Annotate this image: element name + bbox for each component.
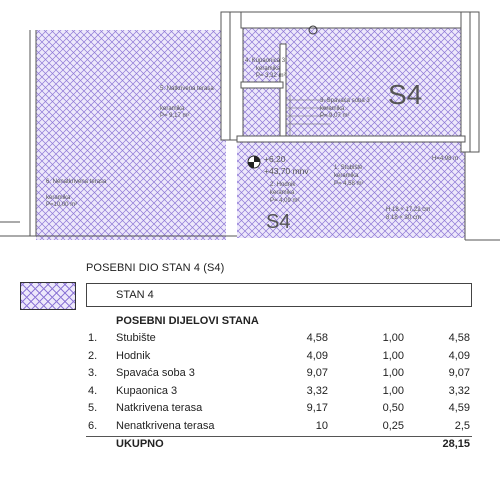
room-label-terrace-open: 6. Nenatkrivena terasa	[46, 179, 107, 185]
table-row: 5. Natkrivena terasa 9,17 0,50 4,59	[88, 402, 470, 414]
table-row: 2. Hodnik 4,09 1,00 4,09	[88, 350, 470, 362]
svg-text:P=10,00 m²: P=10,00 m²	[46, 202, 78, 208]
bedroom-area	[283, 28, 466, 136]
total-row: UKUPNO 28,15	[116, 438, 470, 450]
table-row: 4. Kupaonica 3 3,32 1,00 3,32	[88, 385, 470, 397]
room-label-bedroom: 3. Spavaća soba 3	[320, 98, 370, 104]
room-label-hall: 2. Hodnik	[270, 182, 296, 188]
svg-text:P= 3,32 m²: P= 3,32 m²	[256, 73, 286, 79]
svg-text:keramika: keramika	[160, 106, 185, 112]
height-note: H=4,98 m	[432, 156, 459, 162]
svg-text:P= 4,58 m²: P= 4,58 m²	[334, 181, 364, 187]
stair-note-1: H 18 × 17,22 cm	[386, 207, 431, 213]
room-label-stairs: 1. Stubište	[334, 165, 363, 171]
svg-text:P= 9,07 m²: P= 9,07 m²	[320, 113, 350, 119]
svg-text:keramika: keramika	[270, 190, 295, 196]
level-altitude: +43,70 mnv	[264, 166, 309, 176]
table-row: 1. Stubište 4,58 1,00 4,58	[88, 332, 470, 344]
level-value: +6,20	[264, 154, 286, 164]
svg-text:P= 9,17 m²: P= 9,17 m²	[160, 113, 190, 119]
room-label-bathroom: 4. Kupaonica 3	[245, 58, 286, 64]
svg-text:keramika: keramika	[320, 106, 345, 112]
table-row: 3. Spavaća soba 3 9,07 1,00 9,07	[88, 367, 470, 379]
svg-text:keramika: keramika	[256, 66, 281, 72]
parts-title: POSEBNI DIJELOVI STANA	[116, 315, 259, 327]
svg-text:keramika: keramika	[46, 195, 71, 201]
svg-text:P= 4,09 m²: P= 4,09 m²	[270, 198, 300, 204]
stair-note-2: 8 18 × 30 cm	[386, 215, 421, 221]
room-label-terrace-covered: 5. Natkrivena terasa	[160, 86, 214, 92]
table-row: 6. Nenatkrivena terasa 10 0,25 2,5	[88, 420, 470, 432]
terrace-area	[36, 30, 226, 240]
legend-hatch-swatch	[20, 282, 76, 310]
unit-label-large: S4	[388, 79, 423, 110]
svg-text:keramika: keramika	[334, 173, 359, 179]
unit-label-small: S4	[266, 211, 291, 233]
unit-name-box: STAN 4	[86, 283, 472, 307]
plan-caption: POSEBNI DIO STAN 4 (S4)	[86, 262, 225, 274]
total-divider	[86, 436, 472, 437]
level-marker-icon	[248, 156, 260, 168]
